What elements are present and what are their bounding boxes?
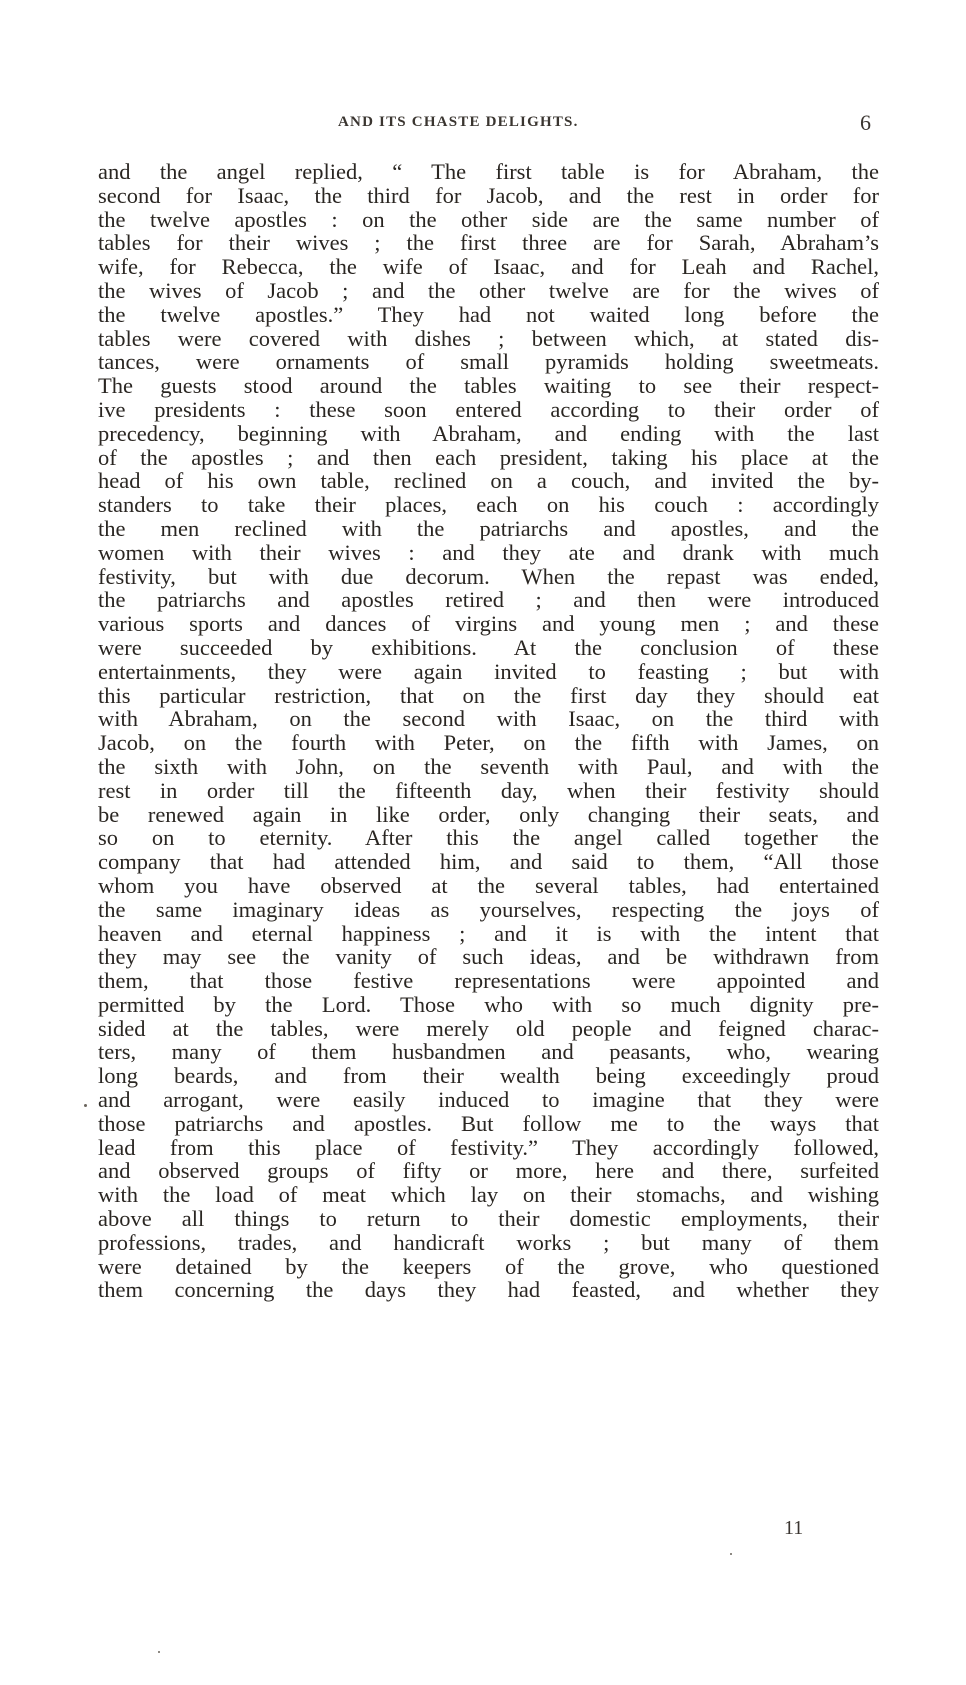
footer-speck — [730, 1553, 732, 1555]
text-line: permitted by the Lord. Those who with so much dignity pre- — [98, 991, 879, 1017]
text-line: wife, for Rebecca, the wife of Isaac, and for Leah and Rachel, — [98, 254, 879, 280]
text-line: second for Isaac, the third for Jacob, and the rest in order for — [98, 182, 879, 208]
text-line: company that had attended him, and said to them, “All those — [98, 849, 879, 875]
text-line: them concerning the days they had feasted, and whether they — [98, 1277, 879, 1303]
text-line: and observed groups of fifty or more, here and there, surfeited — [98, 1158, 879, 1184]
text-line: were detained by the keepers of the grove, who questioned — [98, 1253, 879, 1279]
text-line: professions, trades, and handicraft works ; but many of them — [98, 1229, 879, 1255]
text-line: Jacob, on the fourth with Peter, on the fifth with James, on — [98, 730, 879, 756]
text-line: with the load of meat which lay on their stomachs, and wishing — [98, 1182, 879, 1208]
signature-mark: 11 — [784, 1517, 804, 1539]
text-line: the same imaginary ideas as yourselves, respecting the joys of — [98, 896, 879, 922]
text-line: rest in order till the fifteenth day, when their festivity should — [98, 777, 879, 803]
text-line: be renewed again in like order, only changing their seats, and — [98, 801, 879, 827]
text-line: with Abraham, on the second with Isaac, on the third with — [98, 706, 879, 732]
text-line: lead from this place of festivity.” They accordingly followed, — [98, 1134, 879, 1160]
text-line: and arrogant, were easily induced to imagine that they were — [98, 1087, 879, 1113]
bottom-speck — [158, 1651, 160, 1653]
text-line: long beards, and from their wealth being exceedingly proud — [98, 1063, 879, 1089]
margin-speck — [84, 1104, 87, 1107]
text-line: tances, were ornaments of small pyramids holding sweetmeats. — [98, 349, 879, 375]
text-line: above all things to return to their domestic employments, their — [98, 1206, 879, 1232]
text-line: so on to eternity. After this the angel called together the — [98, 825, 879, 851]
text-line: the sixth with John, on the seventh with Paul, and with the — [98, 753, 879, 779]
text-line: sided at the tables, were merely old people and feigned charac- — [98, 1015, 879, 1041]
text-line: they may see the vanity of such ideas, and be withdrawn from — [98, 944, 879, 970]
text-line: the twelve apostles.” They had not waited long before the — [98, 301, 879, 327]
body-text — [98, 160, 879, 1302]
text-line: women with their wives : and they ate and drank with much — [98, 539, 879, 565]
text-line: precedency, beginning with Abraham, and ending with the last — [98, 420, 879, 446]
text-line: this particular restriction, that on the first day they should eat — [98, 682, 879, 708]
running-head — [0, 112, 966, 142]
text-line: The guests stood around the tables waiting to see their respect- — [98, 373, 879, 399]
text-line: entertainments, they were again invited to feasting ; but with — [98, 658, 879, 684]
text-line: the men reclined with the patriarchs and apostles, and the — [98, 515, 879, 541]
text-line: were succeeded by exhibitions. At the conclusion of these — [98, 634, 879, 660]
running-title: AND ITS CHASTE DELIGHTS. — [338, 114, 579, 130]
text-line: them, that those festive representations were appointed and — [98, 968, 879, 994]
text-line: ters, many of them husbandmen and peasants, who, wearing — [98, 1039, 879, 1065]
text-line: whom you have observed at the several tables, had entertained — [98, 872, 879, 898]
text-line: festivity, but with due decorum. When the repast was ended, — [98, 563, 879, 589]
text-line: of the apostles ; and then each president, taking his place at the — [98, 444, 879, 470]
text-line: and the angel replied, “ The first table is for Abraham, the — [98, 159, 879, 184]
text-line: tables for their wives ; the first three are for Sarah, Abraham’s — [98, 230, 879, 256]
text-line: ive presidents : these soon entered according to their order of — [98, 396, 879, 422]
text-line: various sports and dances of virgins and young men ; and these — [98, 611, 879, 637]
text-line: the twelve apostles : on the other side are the same number of — [98, 206, 879, 232]
text-line: the wives of Jacob ; and the other twelve are for the wives of — [98, 277, 879, 303]
text-line: the patriarchs and apostles retired ; and then were introduced — [98, 587, 879, 613]
text-line: head of his own table, reclined on a couch, and invited the by- — [98, 468, 879, 494]
text-line: standers to take their places, each on his couch : accordingly — [98, 492, 879, 518]
text-line: heaven and eternal happiness ; and it is with the intent that — [98, 920, 879, 946]
page-number: 6 — [860, 110, 871, 135]
text-line: those patriarchs and apostles. But follow me to the ways that — [98, 1110, 879, 1136]
text-line: tables were covered with dishes ; between which, at stated dis- — [98, 325, 879, 351]
